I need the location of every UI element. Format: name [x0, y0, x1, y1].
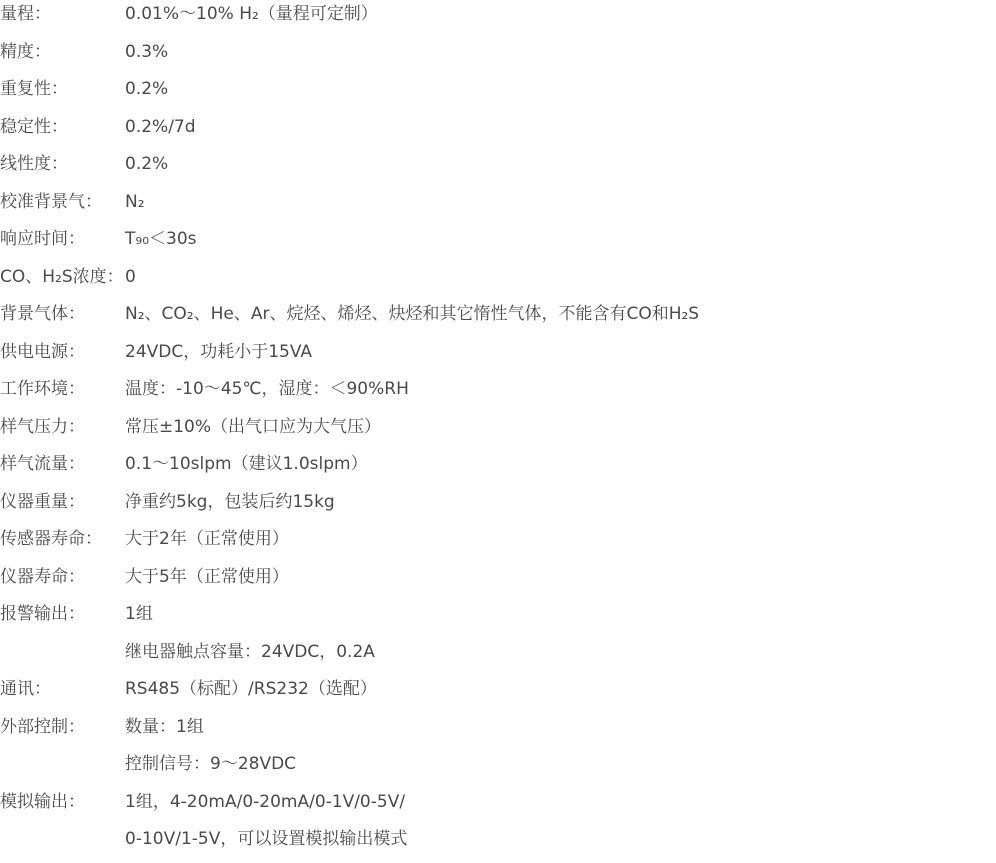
spec-value: T₉₀＜30s [125, 229, 197, 249]
spec-row-power [0, 338, 996, 376]
spec-row-co-h2s [0, 263, 996, 301]
spec-row-sensor-life [0, 525, 996, 563]
spec-value: RS485（标配）/RS232（选配） [125, 679, 377, 699]
spec-value: 0.2% [125, 154, 169, 174]
spec-row-environment [0, 375, 996, 413]
spec-row-alarm-output [0, 600, 996, 638]
spec-label: 供电电源： [0, 341, 85, 362]
spec-value: 0.01%～10% H₂（量程可定制） [125, 4, 378, 24]
spec-value: 数量：1组 [125, 716, 204, 737]
spec-label: 通讯： [0, 679, 51, 699]
spec-label: 量程： [0, 4, 51, 24]
spec-value: N₂、CO₂、He、Ar、烷烃、烯烃、炔烃和其它惰性气体，不能含有CO和H₂S [125, 304, 700, 324]
spec-label: 样气压力： [0, 416, 85, 437]
spec-value: 0.3% [125, 41, 169, 62]
spec-label: 工作环境： [0, 379, 85, 399]
spec-value: 继电器触点容量：24VDC，0.2A [125, 641, 375, 662]
spec-label: 报警输出： [0, 604, 85, 624]
spec-label: 样气流量： [0, 454, 85, 474]
spec-value: 0.2% [125, 79, 169, 99]
spec-row-repeatability [0, 75, 996, 113]
spec-value: 0 [125, 266, 136, 287]
spec-row-instrument-life [0, 563, 996, 601]
spec-label: 仪器重量： [0, 491, 85, 512]
spec-value: 温度：-10～45℃，湿度：＜90%RH [125, 379, 409, 399]
spec-row-stability [0, 113, 996, 151]
spec-label: 仪器寿命： [0, 566, 85, 587]
spec-row-background-gas [0, 300, 996, 338]
spec-row-linearity [0, 150, 996, 188]
spec-label: 传感器寿命： [0, 529, 102, 549]
spec-row-accuracy [0, 38, 996, 76]
spec-value: 常压±10%（出气口应为大气压） [125, 416, 382, 437]
spec-row-communication [0, 675, 996, 713]
spec-row-calibration-gas [0, 188, 996, 226]
spec-label: 重复性： [0, 79, 68, 99]
spec-label: 模拟输出： [0, 791, 85, 812]
spec-row-weight [0, 488, 996, 526]
spec-label: 稳定性： [0, 116, 68, 137]
spec-value: 0.1～10slpm（建议1.0slpm） [125, 454, 368, 474]
spec-label: 线性度： [0, 154, 68, 174]
spec-value: 0-10V/1-5V，可以设置模拟输出模式 [125, 829, 408, 849]
spec-row-alarm-relay [0, 638, 996, 676]
spec-value: 控制信号：9～28VDC [125, 754, 297, 774]
spec-label: 响应时间： [0, 229, 85, 249]
spec-row-external-control [0, 713, 996, 751]
spec-value: 1组，4-20mA/0-20mA/0-1V/0-5V/ [125, 791, 406, 812]
spec-value: 大于5年（正常使用） [125, 566, 289, 587]
spec-value: 净重约5kg，包装后约15kg [125, 491, 335, 512]
spec-value: 大于2年（正常使用） [125, 529, 289, 549]
spec-row-control-signal [0, 750, 996, 788]
spec-row-sample-flow [0, 450, 996, 488]
spec-value: 0.2%/7d [125, 116, 196, 137]
spec-row-analog-modes [0, 825, 996, 863]
spec-label: 校准背景气： [0, 191, 102, 212]
spec-row-analog-output [0, 788, 996, 826]
spec-row-response-time [0, 225, 996, 263]
spec-value: N₂ [125, 191, 145, 212]
spec-value: 24VDC，功耗小于15VA [125, 341, 313, 362]
spec-label: 外部控制： [0, 716, 85, 737]
spec-label: 精度： [0, 41, 51, 62]
spec-label: 背景气体： [0, 304, 85, 324]
spec-label: CO、H₂S浓度： [0, 266, 124, 287]
spec-row-range [0, 0, 996, 38]
spec-value: 1组 [125, 604, 153, 624]
spec-row-sample-pressure [0, 413, 996, 451]
